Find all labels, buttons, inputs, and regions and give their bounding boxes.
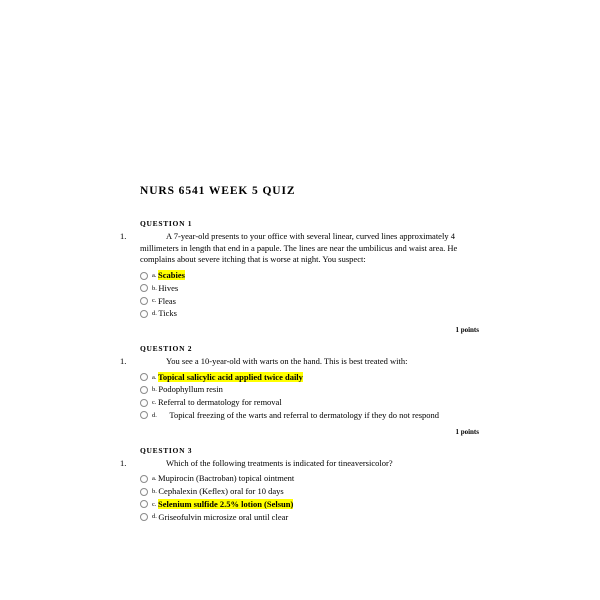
- option-text: Hives: [158, 282, 179, 293]
- question-content: [140, 356, 480, 423]
- radio-button-icon[interactable]: [140, 399, 148, 407]
- question-row: [120, 458, 480, 525]
- option-row[interactable]: [140, 473, 480, 484]
- option-label: [152, 473, 294, 484]
- options-list: [140, 270, 480, 319]
- option-row[interactable]: [140, 397, 480, 408]
- option-row[interactable]: [140, 283, 480, 294]
- question-content: [140, 458, 480, 525]
- radio-button-icon[interactable]: [140, 500, 148, 508]
- question-text: [140, 356, 480, 368]
- option-label: [152, 499, 293, 510]
- page-title: NURS 6541 WEEK 5 QUIZ: [140, 185, 296, 197]
- option-text: Selenium sulfide 2.5% lotion (Selsun): [158, 498, 294, 509]
- option-text: Referral to dermatology for removal: [158, 397, 282, 408]
- question-header: QUESTION 1: [140, 219, 193, 228]
- radio-button-icon[interactable]: [140, 411, 148, 419]
- radio-button-icon[interactable]: [140, 386, 148, 394]
- option-letter: a.: [152, 272, 157, 279]
- option-label: [152, 486, 284, 497]
- option-text: Mupirocin (Bactroban) topical ointment: [158, 473, 295, 484]
- question-text-value: You see a 10-year-old with warts on the hand. This is best treated with:: [166, 356, 408, 367]
- question-header: QUESTION 2: [140, 344, 193, 354]
- radio-button-icon[interactable]: [140, 488, 148, 496]
- option-row[interactable]: [140, 296, 480, 307]
- options-list: [140, 372, 480, 421]
- option-row[interactable]: [140, 372, 480, 383]
- option-text: Topical salicylic acid applied twice daily: [158, 371, 303, 382]
- option-text: Scabies: [158, 270, 185, 281]
- question-text-value: Which of the following treatments is indicated for tineaversicolor?: [166, 457, 393, 468]
- radio-button-icon[interactable]: [140, 284, 148, 292]
- option-label: [152, 384, 223, 395]
- radio-button-icon[interactable]: [140, 297, 148, 305]
- option-text: Ticks: [158, 308, 177, 319]
- option-row[interactable]: [140, 499, 480, 510]
- question-row: [120, 356, 480, 423]
- option-text: Griseofulvin microsize oral until clear: [158, 511, 289, 522]
- option-label: [152, 372, 303, 383]
- radio-button-icon[interactable]: [140, 373, 148, 381]
- option-label: [152, 397, 282, 408]
- option-row[interactable]: [140, 270, 480, 281]
- option-row[interactable]: [140, 308, 480, 319]
- option-label: [152, 296, 176, 307]
- question-number: 1.: [120, 356, 127, 367]
- question-block: [120, 446, 480, 525]
- option-text: Fleas: [158, 295, 176, 306]
- option-text: Podophyllum resin: [158, 384, 223, 395]
- option-letter: c.: [152, 297, 157, 305]
- points-label: 1 points: [455, 326, 479, 335]
- option-letter: a.: [152, 373, 157, 381]
- question-number: 1.: [120, 457, 127, 468]
- option-label: [152, 270, 185, 281]
- option-text: Topical freezing of the warts and referral to dermatology if they do not respond: [169, 409, 440, 420]
- question-block: [120, 344, 480, 436]
- option-letter: c.: [152, 500, 157, 508]
- question-text-value: A 7-year-old presents to your office with several linear, curved lines approximately 4 millimeters in length that end in a papule. The lines are near the umbilicus and waist area. He complains about severe itching that is worse at night. You suspect:: [140, 231, 458, 265]
- option-label: [152, 512, 288, 523]
- question-number: 1.: [120, 231, 127, 241]
- option-label: [152, 410, 439, 421]
- radio-button-icon[interactable]: [140, 310, 148, 318]
- points-label: 1 points: [455, 427, 479, 436]
- options-list: [140, 473, 480, 522]
- option-label: [152, 283, 178, 294]
- option-letter: b.: [152, 284, 157, 292]
- option-row[interactable]: [140, 486, 480, 497]
- radio-button-icon[interactable]: [140, 475, 148, 483]
- option-letter: d.: [152, 513, 157, 521]
- radio-button-icon[interactable]: [140, 513, 148, 521]
- radio-button-icon[interactable]: [140, 272, 148, 280]
- option-letter: c.: [152, 399, 157, 407]
- question-block: [120, 219, 480, 334]
- option-row[interactable]: [140, 410, 480, 421]
- option-row[interactable]: [140, 512, 480, 523]
- question-text: [140, 231, 480, 266]
- option-letter: a.: [152, 475, 157, 483]
- option-letter: b.: [152, 386, 157, 394]
- option-letter: d.: [152, 310, 157, 318]
- option-row[interactable]: [140, 384, 480, 395]
- question-row: [120, 231, 480, 321]
- option-letter: d.: [152, 411, 157, 419]
- question-text: [140, 458, 480, 470]
- option-text: Cephalexin (Keflex) oral for 10 days: [158, 486, 284, 497]
- document-body: [0, 185, 600, 526]
- option-label: [152, 308, 177, 319]
- option-letter: b.: [152, 487, 157, 495]
- question-content: [140, 231, 480, 321]
- question-header: QUESTION 3: [140, 445, 193, 455]
